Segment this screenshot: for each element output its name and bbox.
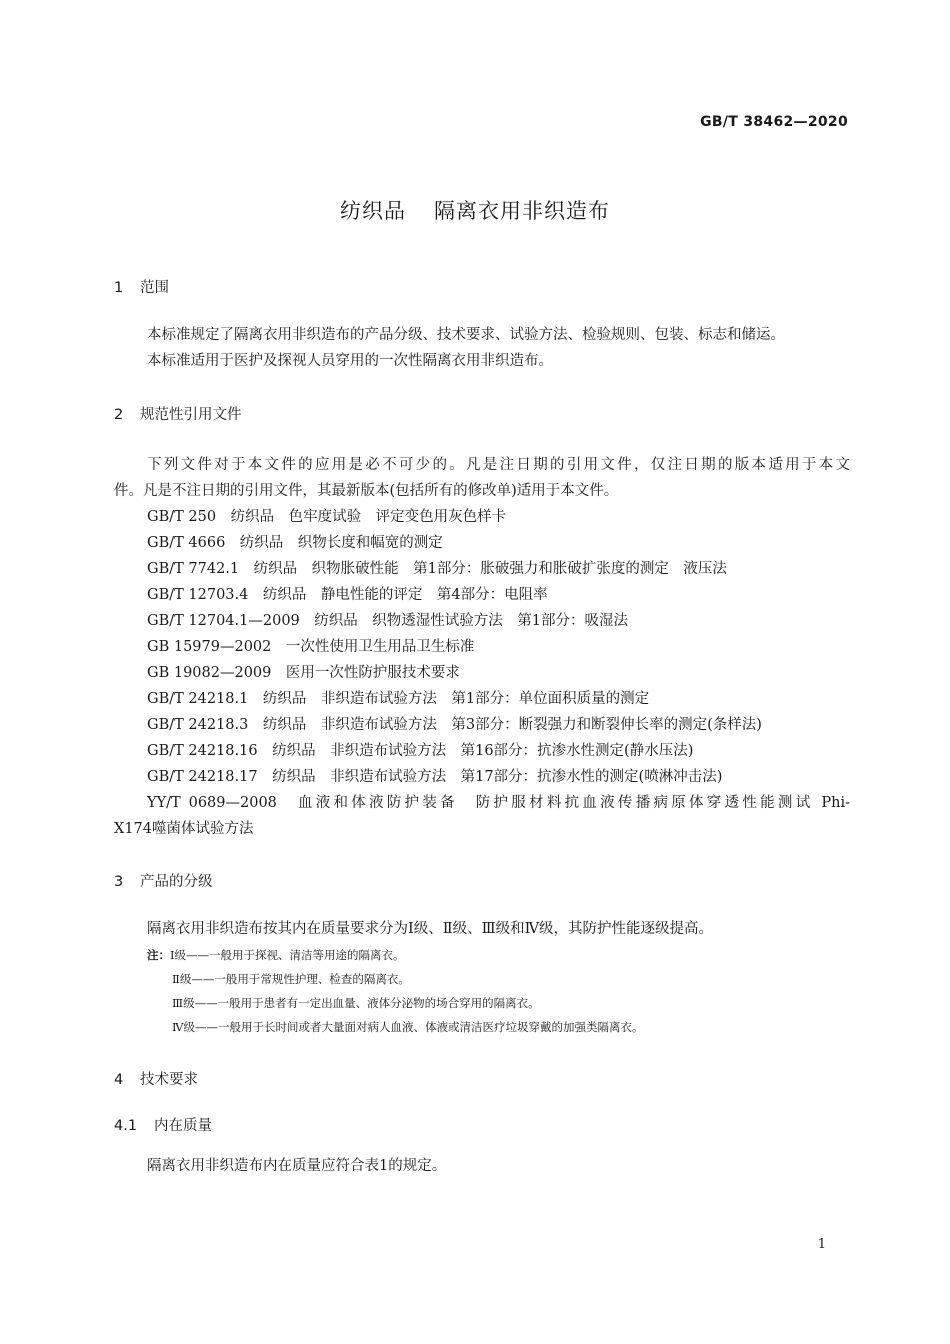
section-title: 技术要求 [140, 1072, 198, 1088]
reference-item: GB 15979—2002 一次性使用卫生用品卫生标准 [147, 639, 475, 655]
section-3-heading [114, 870, 213, 891]
title-part-2: 隔离衣用非织造布 [434, 199, 610, 223]
subsection-number: 4.1 [114, 1118, 138, 1134]
section-number: 3 [114, 874, 124, 890]
reference-item: GB/T 4666 纺织品 织物长度和幅宽的测定 [147, 535, 443, 551]
note-text: Ⅰ级——一般用于探视、清洁等用途的隔离衣。 [170, 948, 405, 962]
paragraph: 件。凡是不注日期的引用文件，其最新版本(包括所有的修改单)适用于本文件。 [114, 483, 619, 499]
section-number: 2 [114, 407, 124, 423]
section-number: 4 [114, 1072, 124, 1088]
reference-item: GB/T 12704.1—2009 纺织品 织物透湿性试验方法 第1部分：吸湿法 [147, 613, 628, 629]
section-number: 1 [114, 280, 124, 296]
paragraph: 本标准适用于医护及探视人员穿用的一次性隔离衣用非织造布。 [147, 353, 553, 369]
paragraph: 隔离衣用非织造布内在质量应符合表1的规定。 [147, 1158, 447, 1174]
reference-item: YY/T 0689—2008 血液和体液防护装备 防护服材料抗血液传播病原体穿透性能测试 Phi- [147, 795, 850, 811]
reference-item: GB 19082—2009 医用一次性防护服技术要求 [147, 665, 460, 681]
document-title [0, 195, 950, 225]
section-4-heading [114, 1068, 198, 1089]
paragraph: 下列文件对于本文件的应用是必不可少的。凡是注日期的引用文件，仅注日期的版本适用于本文 [147, 457, 850, 473]
paragraph: 本标准规定了隔离衣用非织造布的产品分级、技术要求、试验方法、检验规则、包装、标志和储运。 [147, 327, 785, 343]
reference-item: GB/T 250 纺织品 色牢度试验 评定变色用灰色样卡 [147, 509, 507, 525]
subsection-title: 内在质量 [154, 1118, 212, 1134]
reference-item: GB/T 12703.4 纺织品 静电性能的评定 第4部分：电阻率 [147, 587, 548, 603]
section-2-heading [114, 403, 242, 424]
reference-item: GB/T 24218.16 纺织品 非织造布试验方法 第16部分：抗渗水性测定(静水压法) [147, 743, 694, 759]
section-title: 规范性引用文件 [140, 407, 242, 423]
note-line: Ⅳ级——一般用于长时间或者大量面对病人血液、体液或清洁医疗垃圾穿戴的加强类隔离衣。 [172, 1020, 644, 1034]
paragraph: 隔离衣用非织造布按其内在质量要求分为Ⅰ级、Ⅱ级、Ⅲ级和Ⅳ级，其防护性能逐级提高。 [147, 921, 714, 937]
note-line [147, 945, 405, 965]
subsection-4-1-heading [114, 1114, 212, 1135]
standard-code: GB/T 38462—2020 [700, 114, 848, 130]
reference-item-continuation: X174噬菌体试验方法 [114, 821, 254, 837]
reference-item: GB/T 7742.1 纺织品 织物胀破性能 第1部分：胀破强力和胀破扩张度的测定 液压法 [147, 561, 727, 577]
reference-item: GB/T 24218.1 纺织品 非织造布试验方法 第1部分：单位面积质量的测定 [147, 691, 650, 707]
section-title: 范围 [140, 280, 169, 296]
note-line: Ⅲ级——一般用于患者有一定出血量、液体分泌物的场合穿用的隔离衣。 [172, 996, 540, 1010]
reference-item: GB/T 24218.17 纺织品 非织造布试验方法 第17部分：抗渗水性的测定(喷淋冲击法) [147, 769, 723, 785]
note-line: Ⅱ级——一般用于常规性护理、检查的隔离衣。 [172, 972, 410, 986]
reference-item: GB/T 24218.3 纺织品 非织造布试验方法 第3部分：断裂强力和断裂伸长率的测定(条样法) [147, 717, 762, 733]
page-number: 1 [817, 1237, 826, 1252]
title-part-1: 纺织品 [340, 199, 406, 223]
section-1-heading [114, 276, 169, 297]
section-title: 产品的分级 [140, 874, 213, 890]
note-label: 注： [147, 948, 170, 962]
